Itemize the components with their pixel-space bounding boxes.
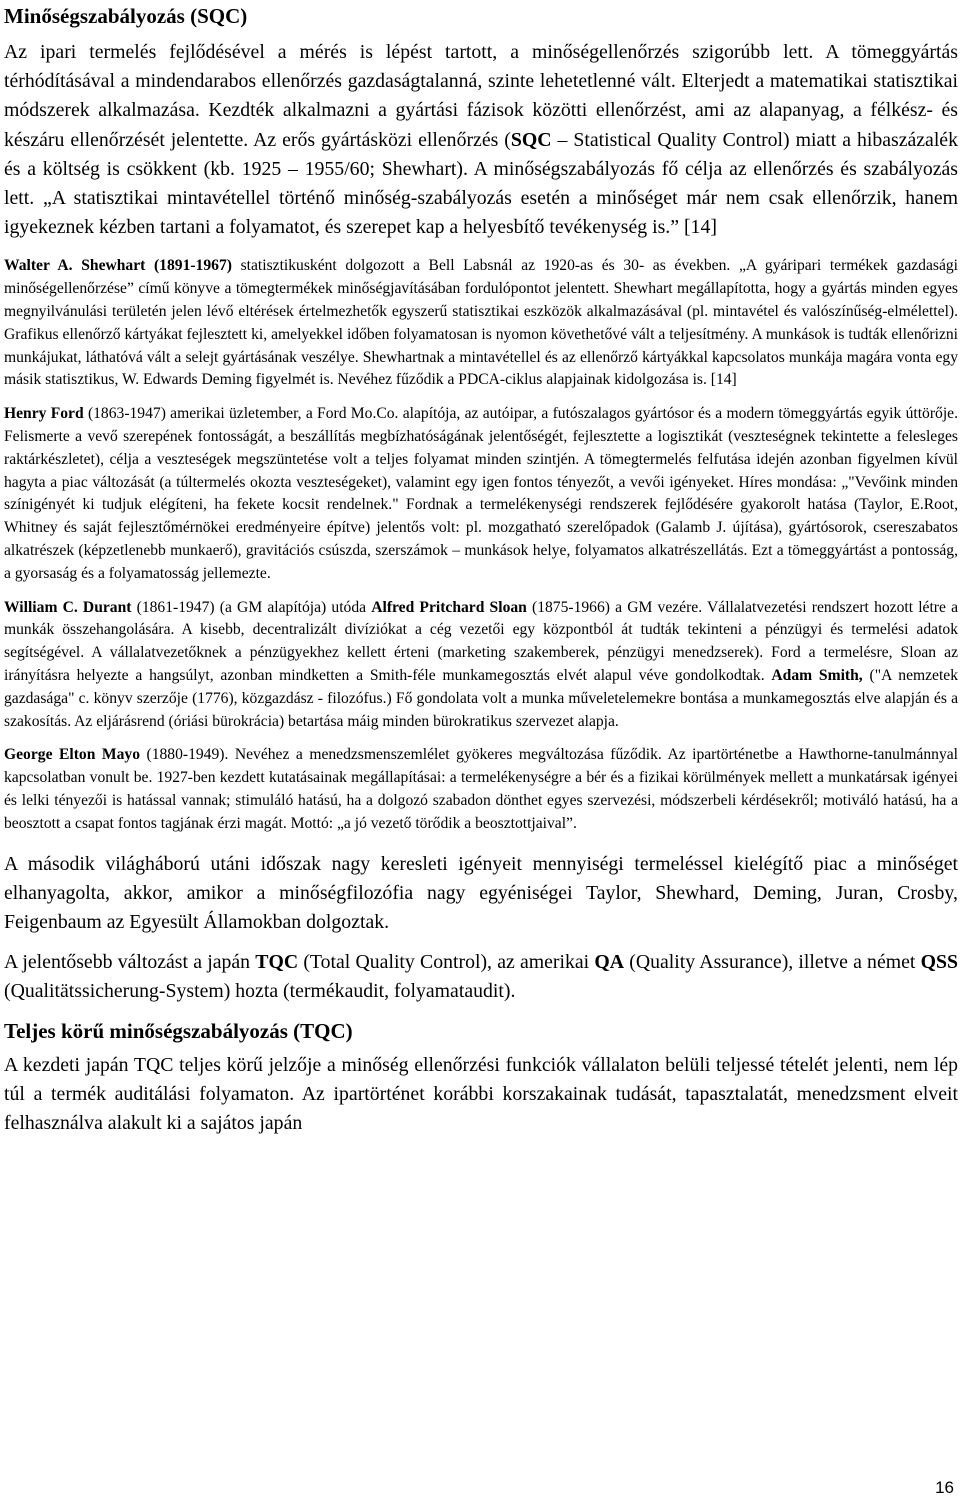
bold-text-run: George Elton Mayo [4, 746, 140, 764]
bold-text-run: QA [594, 951, 625, 974]
paragraph-japan [4, 948, 958, 1006]
document-page [4, 0, 958, 1138]
paragraph-shewhart [4, 255, 958, 392]
paragraph-mayo [4, 744, 958, 835]
paragraph-durant-sloan [4, 597, 958, 734]
page-number: 16 [935, 1478, 954, 1497]
text-run: A kezdeti japán TQC teljes körű jelzője a minőség ellenőrzési funkciók vállalaton belüli teljessé tételét jelenti, nem lép túl a termék auditálási folyamaton. Az ipartörténet korábbi korszakainak tudását, tapasztalatát, menedzsment elveit felhasználva alakult ki a sajátos japán [4, 1053, 958, 1134]
text-run: (Qualitätssicherung-System) hozta (termékaudit, folyamataudit). [4, 980, 516, 1003]
text-run: (1875-1966) a GM vezére. Vállalatvezetési rendszert hozott létre a munkák összehangolására. A kisebb, decentralizált divíziókat a cég vezetői egy központból át tudták tekinteni a pénzügyi és termelési adatok segítségével. A vállalatvezetőknek a pénzügyekhez kellett érteni (marketing szakemberek, pénzügyi menedzserek). Ford a termelésre, Sloan az irányításra helyezte a hangsúlyt, azonban mindketten a Smith-féle munkamegosztás elvét alapul véve gondolkodtak. [4, 598, 959, 684]
heading-tqc: Teljes körű minőségszabályozás (TQC) [4, 1018, 353, 1043]
paragraph-ford [4, 403, 958, 585]
bold-text-run: Henry Ford [4, 405, 84, 423]
heading-sqc: Minőségszabályozás (SQC) [4, 4, 248, 28]
paragraph-tqc [4, 1051, 958, 1139]
text-run: A második világháború utáni időszak nagy keresleti igényeit mennyiségi termeléssel kielégítő piac a minőséget elhanyagolta, akkor, amikor a minőségfilozófia nagy egyéniségei Taylor, Shewhard, Deming, Juran, Crosby, Feigenbaum az Egyesült Államokban dolgoztak. [4, 852, 958, 933]
text-run: (Total Quality Control), az amerikai [298, 951, 595, 974]
text-run: Az ipari termelés fejlődésével a mérés is lépést tartott, a minőségellenőrzés szigorúbb lett. A tömeggyártás térhódításával a mindendarabos ellenőrzés gazdaságtalanná, szinte lehetetlenné vált. Elterjedt a matematikai statisztikai módszerek alkalmazása. Kezdték alkalmazni a gyártási fázisok közötti ellenőrzést, ami az alapanyag, a félkész- és készáru ellenőrzését jelentette. Az erős gyártásközi ellenőrzés ( [4, 41, 958, 151]
text-run: statisztikusként dolgozott a Bell Labsnál az 1920-as és 30- as években. „A gyáripari termékek gazdasági minőségellenőrzése” című könyve a tömegtermékek minőségjavításában fordulópontot jelentett. Shewhart megállapította, hogy a gyártás minden egyes megnyilvánulási területén jelen lévő eltérések értelmezhetők egyszerű statisztikai eszközök alkalmazásával (pl. mintavétel és valószínűség-elmélettel). Grafikus ellenőrző kártyákat fejlesztett ki, amelyekkel időben folyamatosan is nyomon követhetővé vált a teljesítmény. A munkások is tudták ellenőrizni munkájukat, láthatóvá vált a selejt gyártásának veszélye. Shewhartnak a mintavétellel és az ellenőrző kártyákkal kapcsolatos munkája magára vonta egy másik statisztikus, W. Edwards Deming figyelmét is. Nevéhez fűződik a PDCA-ciklus alapjainak kidolgozása is. [14] [4, 257, 958, 389]
text-run: – Statistical Quality Control) miatt a hibaszázalék és a költség is csökkent (kb. 1925 – 1955/60; Shewhart). A minőségszabályozás fő célja az ellenőrzés és szabályozás lett. „A statisztikai mintavétellel történő minőség-szabályozás esetén a minőséget már nem csak ellenőrzik, hanem igyekeznek kézben tartani a folyamatot, és szerepet kap a helyesbítő tevékenység is.” [14] [4, 128, 958, 239]
text-run: (1863-1947) amerikai üzletember, a Ford Mo.Co. alapítója, az autóipar, a futószalagos gyártósor és a modern tömeggyártás egyik úttörője. Felismerte a vevő szerepének fontosságát, a beszállítás megbízhatóságának jelentőségét, fejlesztette a logisztikát (veszteségnek tekintette a felesleges raktárkészletet), célja a veszteségek megszüntetése volt a teljes folyamat minden szintjén. A tömegtermelés felfutása idején azonban figyelmen kívül hagyta a piac változását (a túltermelés okozta veszteségeket), valamint egy igen fontos tényezőt, a vevői igényeket. Híres mondása: „"Vevőink minden színigényét ki tudjuk elégíteni, ha fekete kocsit rendelnek." Fordnak a termelékenységi rendszerek fejlődésére gyakorolt hatása (Taylor, E.Root, Whitney és saját fejlesztőmérnökei eredményeire építve) jelentős volt: pl. mozgatható szerelőpadok (Galamb J. újítása), gyártósorok, csereszabatos alkatrészek (képzetlenebb munkaerő), gravitációs csúszda, szerszámok – munkások helye, folyamatos alkatrészellátás. Ezt a tömeggyártást a pontosság, a gyorsaság és a folyamatosság jellemezte. [4, 405, 959, 582]
bold-text-run: TQC [255, 951, 299, 974]
text-run: (1861-1947) (a GM alapítója) utóda [131, 598, 372, 616]
paragraph-sqc [4, 38, 958, 242]
bold-text-run: Walter A. Shewhart (1891-1967) [4, 257, 232, 275]
bold-text-run: William C. Durant [4, 598, 132, 616]
text-run: (Quality Assurance), illetve a német [624, 951, 921, 974]
bold-text-run: Adam Smith, [771, 666, 863, 684]
bold-text-run: QSS [920, 951, 958, 974]
paragraph-post-war [4, 850, 958, 938]
text-run: (1880-1949). Nevéhez a menedzsmenszemlélet gyökeres megváltozása fűződik. Az ipartörténetbe a Hawthorne-tanulmánnyal kapcsolatban vonult be. 1927-ben kezdett kutatásainak megállapításai: a termelékenységre a bér és a fizikai körülmények mellett a munkatársak igényei és lelki tényezői is hatással vannak; stimuláló hatású, ha a dolgozó szabadon dönthet egyes szervezési, módszerbeli kérdésekről; motiváló hatású, ha a beosztott a csapat fontos tagjának érzi magát. Mottó: „a jó vezető törődik a beosztottjaival”. [4, 746, 958, 832]
text-run: ("A nemzetek gazdasága" c. könyv szerzője (1776), közgazdász - filozófus.) Fő gondolata volt a munka műveletelemekre bontása a munkamegosztás elve alapján és a szakosítás. Az eljárásrend (óriási bürokrácia) betartása máig minden bürokratikus szervezet alapja. [4, 666, 959, 730]
bold-text-run: Alfred Pritchard Sloan [371, 598, 527, 616]
text-run: A jelentősebb változást a japán [4, 951, 256, 974]
bold-text-run: SQC [510, 128, 552, 151]
